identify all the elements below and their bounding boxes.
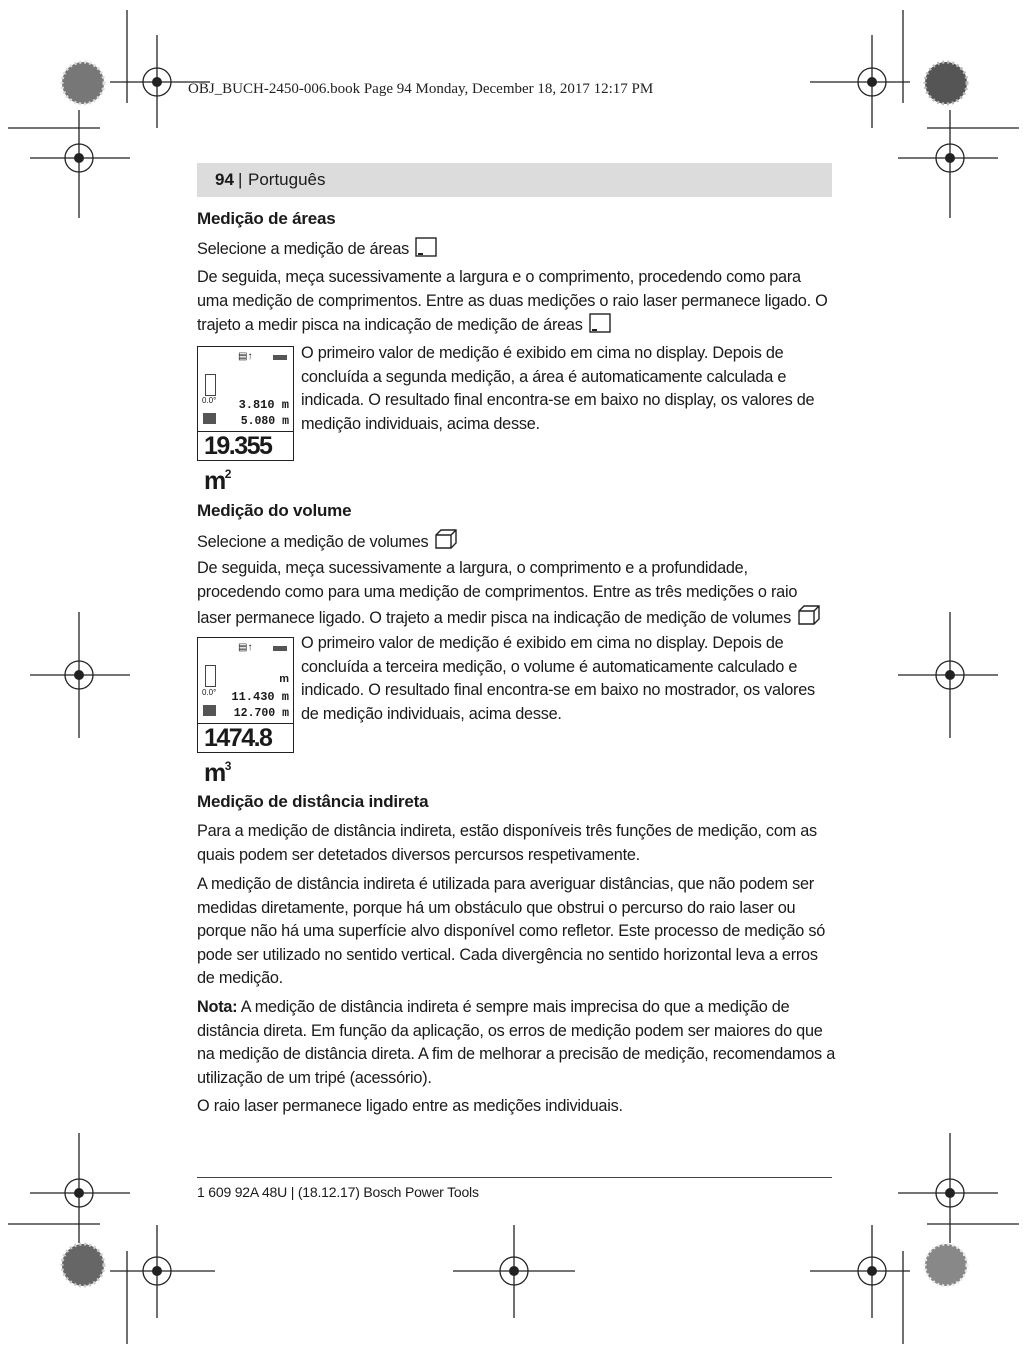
area-select-line: [197, 237, 835, 262]
crosshair-right-3: [898, 1133, 998, 1243]
volume-paragraph-text: De seguida, meça sucessivamente a largura, o comprimento e a profundidade, procedendo como para uma medição de comprimentos. Entre as três medições o raio laser permanece ligado. O trajeto a medir pisca na indicação de medição de volumes: [197, 559, 798, 627]
crosshair-left-3: [30, 1133, 130, 1243]
page-header: [197, 163, 832, 197]
volume-angle: 0.0°: [202, 688, 217, 697]
area-mode-icon: [415, 237, 437, 257]
area-value-1: 3.810 m: [238, 398, 289, 412]
area-icon: [203, 413, 216, 424]
footer-rule: [197, 1177, 832, 1178]
volume-select-text: Selecione a medição de volumes: [197, 533, 429, 551]
volume-icon: [203, 705, 216, 716]
area-value-2: 5.080 m: [240, 415, 289, 428]
area-result-exponent: 2: [224, 467, 230, 481]
crosshair-top-right: [810, 35, 910, 128]
header-language: Português: [248, 170, 326, 189]
area-paragraph: [197, 266, 835, 338]
indirect-paragraph-2: A medição de distância indireta é utilizada para averiguar distâncias, que não podem ser medidas diretamente, porque há um obstáculo que obstrui o percurso do raio laser ou porque não há uma superfície alvo disponível como refletor. Este processo de medição só pode ser utilizado no sentido vertical. Cada divergência no sentido horizontal leva a erros de medição.: [197, 875, 826, 987]
indirect-paragraph-1: Para a medição de distância indireta, estão disponíveis três funções de medição, com as quais podem ser detetados diversos percursos respetivamente.: [197, 822, 817, 864]
volume-result: [198, 723, 293, 787]
area-heading: Medição de áreas: [197, 209, 336, 228]
crosshair-bottom-right: [810, 1225, 910, 1318]
indirect-note: [197, 996, 835, 1090]
volume-value-2: 12.700 m: [233, 707, 289, 720]
note-label: Nota:: [197, 998, 238, 1016]
volume-side-text: O primeiro valor de medição é exibido em cima no display. Depois de concluída a terceira medição, o volume é automaticamente calculado e indicado. O resultado final encontra-se em baixo no mostrador, os valores de medição individuais, acima desse.: [301, 634, 815, 723]
crosshair-right-1: [898, 110, 998, 218]
volume-mode-icon-small: [797, 604, 821, 626]
note-text: A medição de distância indireta é sempre mais imprecisa do que a medição de distância direta. Em função da aplicação, os erros de medição podem ser maiores do que na medição de distância direta. A fim de melhorar a precisão de medição, recomendamos a utilização de um tripé (acessório).: [197, 998, 835, 1087]
volume-select-line: [197, 528, 835, 555]
laser-reference-icon: ▤↑: [238, 351, 253, 362]
area-display: [197, 346, 294, 495]
page-footer: 1 609 92A 48U | (18.12.17) Bosch Power Tools: [197, 1184, 479, 1200]
battery-icon: [273, 355, 287, 360]
area-result-value: 19.355 m: [204, 432, 272, 495]
area-result: [198, 431, 293, 495]
page-number: 94: [215, 170, 234, 189]
area-side-text: O primeiro valor de medição é exibido em cima no display. Depois de concluída a segunda medição, a área é automaticamente calculada e indicada. O resultado final encontra-se em baixo no display, os valores de medição individuais, acima desse.: [301, 344, 815, 433]
laser-reference-icon: ▤↑: [238, 642, 253, 653]
volume-unit-top: m: [279, 673, 289, 685]
crosshair-left-1: [30, 110, 130, 218]
print-slug: OBJ_BUCH-2450-006.book Page 94 Monday, December 18, 2017 12:17 PM: [188, 81, 654, 97]
battery-icon: [273, 646, 287, 651]
crosshair-bottom-left: [110, 1225, 215, 1318]
volume-paragraph: [197, 557, 835, 631]
header-separator: |: [238, 170, 243, 189]
tilt-bar-icon: [205, 374, 216, 396]
volume-result-value: 1474.8 m: [204, 724, 272, 787]
area-select-text: Selecione a medição de áreas: [197, 240, 410, 258]
volume-result-exponent: 3: [224, 759, 230, 773]
volume-value-1: 11.430 m: [231, 690, 289, 704]
indirect-paragraph-4: O raio laser permanece ligado entre as medições individuais.: [197, 1097, 623, 1115]
area-mode-icon-small: [589, 313, 611, 333]
area-paragraph-text: De seguida, meça sucessivamente a largura e o comprimento, procedendo como para uma medição de comprimentos. Entre as duas medições o raio laser permanece ligado. O trajeto a medir pisca na indicação de medição de áreas: [197, 268, 828, 334]
volume-mode-icon: [434, 528, 458, 550]
area-angle: 0.0°: [202, 396, 217, 405]
tilt-bar-icon: [205, 665, 216, 687]
volume-heading: Medição do volume: [197, 501, 352, 520]
volume-display: [197, 637, 294, 787]
indirect-heading: Medição de distância indireta: [197, 792, 429, 811]
